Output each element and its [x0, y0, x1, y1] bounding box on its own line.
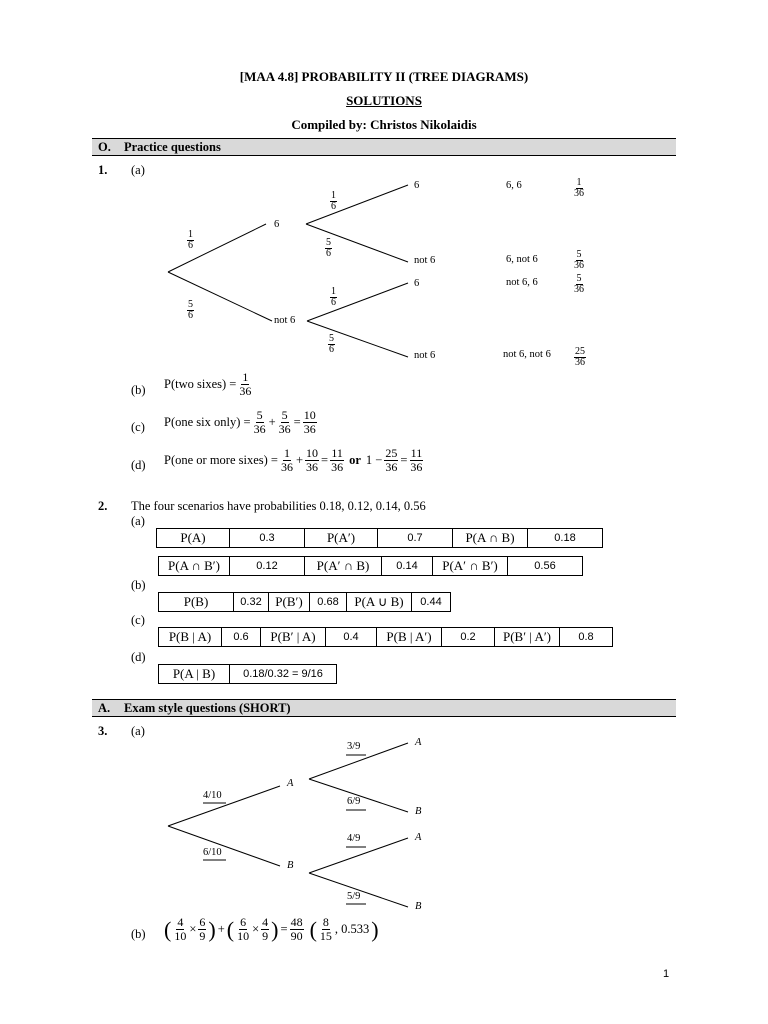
section-title: Practice questions — [124, 140, 221, 154]
section-letter: O. — [98, 140, 111, 154]
outcome-prob: $\frac{25}{36}$ — [575, 346, 585, 368]
branch-prob-bb: 5/9 — [347, 891, 361, 902]
branch-prob-ab: 6/9 — [347, 796, 361, 807]
leaf-label: 6 — [414, 278, 420, 289]
probability-table-c: P(B | A) 0.6 P(B′ | A) 0.4 P(B | A′) 0.2 P(B′ | A′) 0.8 — [158, 627, 613, 647]
leaf-label: 6 — [414, 180, 420, 191]
branch-prob-not-six-six: $\frac{1}{6}$ — [331, 286, 336, 308]
outcome-label: not 6, not 6 — [503, 349, 551, 360]
question-number: 3. — [98, 724, 108, 738]
part-label: (a) — [131, 514, 145, 528]
document-subtitle: SOLUTIONS — [346, 93, 422, 108]
question-number: 1. — [98, 163, 108, 177]
answer-d: P(one or more sixes) = $\frac{1}{36}$ + $\frac{10}{36}$ = $\frac{11}{36}$ or 1 − $\frac{25}{36}$ = $\frac{11}{36}$ — [164, 446, 423, 474]
branch-prob-six: $\frac{1}{6}$ — [188, 229, 193, 251]
answer-q3-b: ( $\frac{4}{10}$ × $\frac{6}{9}$ ) + ( $\frac{6}{10}$ × $\frac{4}{9}$ ) = $\frac{48}{90}$ ( $\frac{8}{15}$ , 0.533 ) — [164, 915, 379, 943]
node-a: A — [287, 778, 294, 789]
leaf-label: not 6 — [414, 255, 436, 266]
outcome-prob: $\frac{1}{36}$ — [574, 177, 584, 199]
probability-table-a1: P(A) 0.3 P(A′) 0.7 P(A ∩ B) 0.18 — [156, 528, 603, 548]
page-number: 1 — [663, 968, 670, 980]
part-label: (b) — [131, 927, 146, 941]
leaf-label: B — [415, 806, 422, 817]
leaf-label: not 6 — [414, 350, 436, 361]
branch-prob-a: 4/10 — [203, 790, 222, 801]
part-label: (b) — [131, 383, 146, 397]
part-label: (c) — [131, 420, 145, 434]
node-not-six: not 6 — [274, 315, 296, 326]
branch-prob-six-six: $\frac{1}{6}$ — [331, 190, 336, 212]
outcome-label: 6, 6 — [506, 180, 522, 191]
answer-c: P(one six only) = $\frac{5}{36}$ + $\frac{5}{36}$ = $\frac{10}{36}$ — [164, 408, 316, 436]
branch-prob-aa: 3/9 — [347, 741, 361, 752]
branch-prob-not-six: $\frac{5}{6}$ — [188, 299, 193, 321]
branch-prob-ba: 4/9 — [347, 833, 361, 844]
part-label: (b) — [131, 578, 146, 592]
leaf-label: B — [415, 901, 422, 912]
part-label: (d) — [131, 458, 146, 472]
branch-prob-b: 6/10 — [203, 847, 222, 858]
section-title: Exam style questions (SHORT) — [124, 701, 291, 715]
node-six: 6 — [274, 219, 280, 230]
answer-b: P(two sixes) = $\frac{1}{36}$ — [164, 370, 252, 398]
part-label: (a) — [131, 724, 145, 738]
probability-table-a2: P(A ∩ B′) 0.12 P(A′ ∩ B) 0.14 P(A′ ∩ B′) 0.56 — [158, 556, 583, 576]
probability-table-b: P(B) 0.32 P(B′) 0.68 P(A ∪ B) 0.44 — [158, 592, 451, 612]
outcome-prob: $\frac{5}{36}$ — [574, 249, 584, 271]
probability-table-d: P(A | B) 0.18/0.32 = 9/16 — [158, 664, 337, 684]
leaf-label: A — [415, 737, 422, 748]
part-label: (a) — [131, 163, 145, 177]
leaf-label: A — [415, 832, 422, 843]
outcome-prob: $\frac{5}{36}$ — [574, 273, 584, 295]
section-letter: A. — [98, 701, 111, 715]
node-b: B — [287, 860, 294, 871]
part-label: (c) — [131, 613, 145, 627]
outcome-label: not 6, 6 — [506, 277, 538, 288]
branch-prob-six-not-six: $\frac{5}{6}$ — [326, 237, 331, 259]
branch-prob-not-six-not-six: $\frac{5}{6}$ — [329, 333, 334, 355]
document-title: [MAA 4.8] PROBABILITY II (TREE DIAGRAMS) — [239, 69, 529, 84]
outcome-label: 6, not 6 — [506, 254, 538, 265]
part-label: (d) — [131, 650, 146, 664]
question-number: 2. — [98, 499, 108, 513]
question-text: The four scenarios have probabilities 0.18, 0.12, 0.14, 0.56 — [131, 499, 426, 513]
document-author: Compiled by: Christos Nikolaidis — [291, 117, 477, 132]
